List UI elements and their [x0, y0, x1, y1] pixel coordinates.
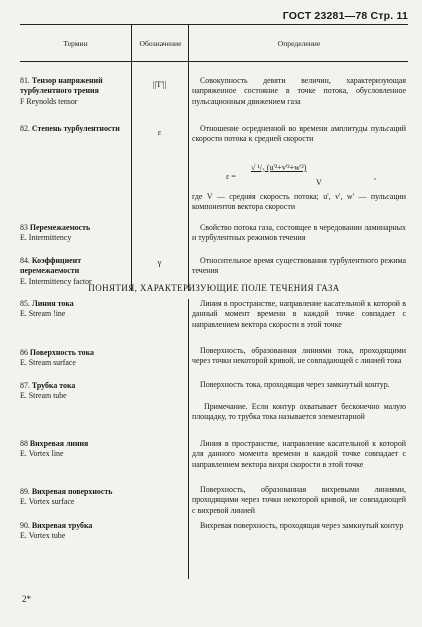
definition-88: Линия в пространстве, направление касательной к которой для данного момента времени в каждой точке совпадает с направлением вектора вихря скорости в этой точке — [192, 439, 406, 469]
document-header-code: ГОСТ 23281—78 Стр. 11 — [282, 10, 408, 22]
column-header-symbol: Обозначение — [131, 25, 189, 61]
definition-89: Поверхность, образованная вихревыми линиями, проходящими через точки некоторой кривой, не совпадающей с вихревой линией — [192, 485, 406, 515]
term-90: 90. Вихревая трубка Е. Vortex tube — [20, 521, 93, 541]
term-85: 85. Линия тока Е. Stream !ine — [20, 299, 74, 319]
column-divider — [188, 60, 189, 291]
symbol-81: ||T'|| — [152, 79, 167, 89]
definition-87: Поверхность тока, проходящая через замкнутый контур. — [200, 380, 390, 389]
symbol-82: ε — [157, 127, 162, 137]
term-87: 87. Трубка тока Е. Stream tube — [20, 381, 76, 401]
table-header — [20, 24, 408, 62]
term-84: 84. Коэффициент перемежаемости Е. Intermittency factor — [20, 256, 92, 286]
turbulence-formula: ε = √ ¹/₃ (u'²+v'²+w'²) V , — [226, 163, 376, 187]
formula-legend: где V — средняя скорость потока; u', v', w' — пульсации компонентов вектора скорости — [192, 192, 406, 212]
term-89: 89. Вихревая поверхность Е. Vortex surface — [20, 487, 113, 507]
definition-81: Совокупность девяти величин, характеризующая напряженное состояние в точке потока, обусловленное пульсационным движением газа — [192, 76, 406, 106]
definition-85: Линия в пространстве, направление касательной к которой в данный момент времени в каждой точке совпадает с направлением вектора скорости в этой точке — [192, 299, 406, 329]
term-88: 88 Вихревая линия Е. Vortex line — [20, 439, 89, 459]
term-82: 82. Степень турбулентности — [20, 124, 120, 133]
definition-83: Свойство потока газа, состоящее в чередовании ламинарных и турбулентных режимов течения — [192, 223, 406, 243]
note-87: Примечание. Если контур охватывает бесконечно малую площадку, то трубка тока называется элементарной — [192, 402, 406, 422]
terms-table — [20, 24, 408, 286]
term-83: 83 Перемежаемость Е. Intermittency — [20, 223, 91, 243]
column-header-definition: Определение — [188, 25, 409, 61]
page-number: 2* — [22, 594, 31, 604]
column-divider — [188, 299, 189, 579]
term-86: 86 Поверхность тока Е. Stream surface — [20, 348, 94, 368]
section-title: ПОНЯТИЯ, ХАРАКТЕРИЗУЮЩИЕ ПОЛЕ ТЕЧЕНИЯ ГАЗА — [88, 283, 340, 293]
definition-86: Поверхность, образованная линиями тока, проходящими через точки некоторой кривой, не совпадающей с линией тока — [192, 346, 406, 366]
definition-82: Отношение осредненной во времени амплитуды пульсаций скорости потока к средней скорости — [192, 124, 406, 144]
definition-84: Относительное время существования турбулентного режима течения — [192, 256, 406, 276]
definition-90: Вихревая поверхность, проходящая через замкнутый контур — [200, 521, 404, 530]
symbol-84: γ — [157, 257, 162, 267]
term-81: 81. Тензор напряжений турбулентного трения F Reynolds tensor — [20, 76, 103, 106]
column-header-term: Термин — [63, 38, 88, 48]
